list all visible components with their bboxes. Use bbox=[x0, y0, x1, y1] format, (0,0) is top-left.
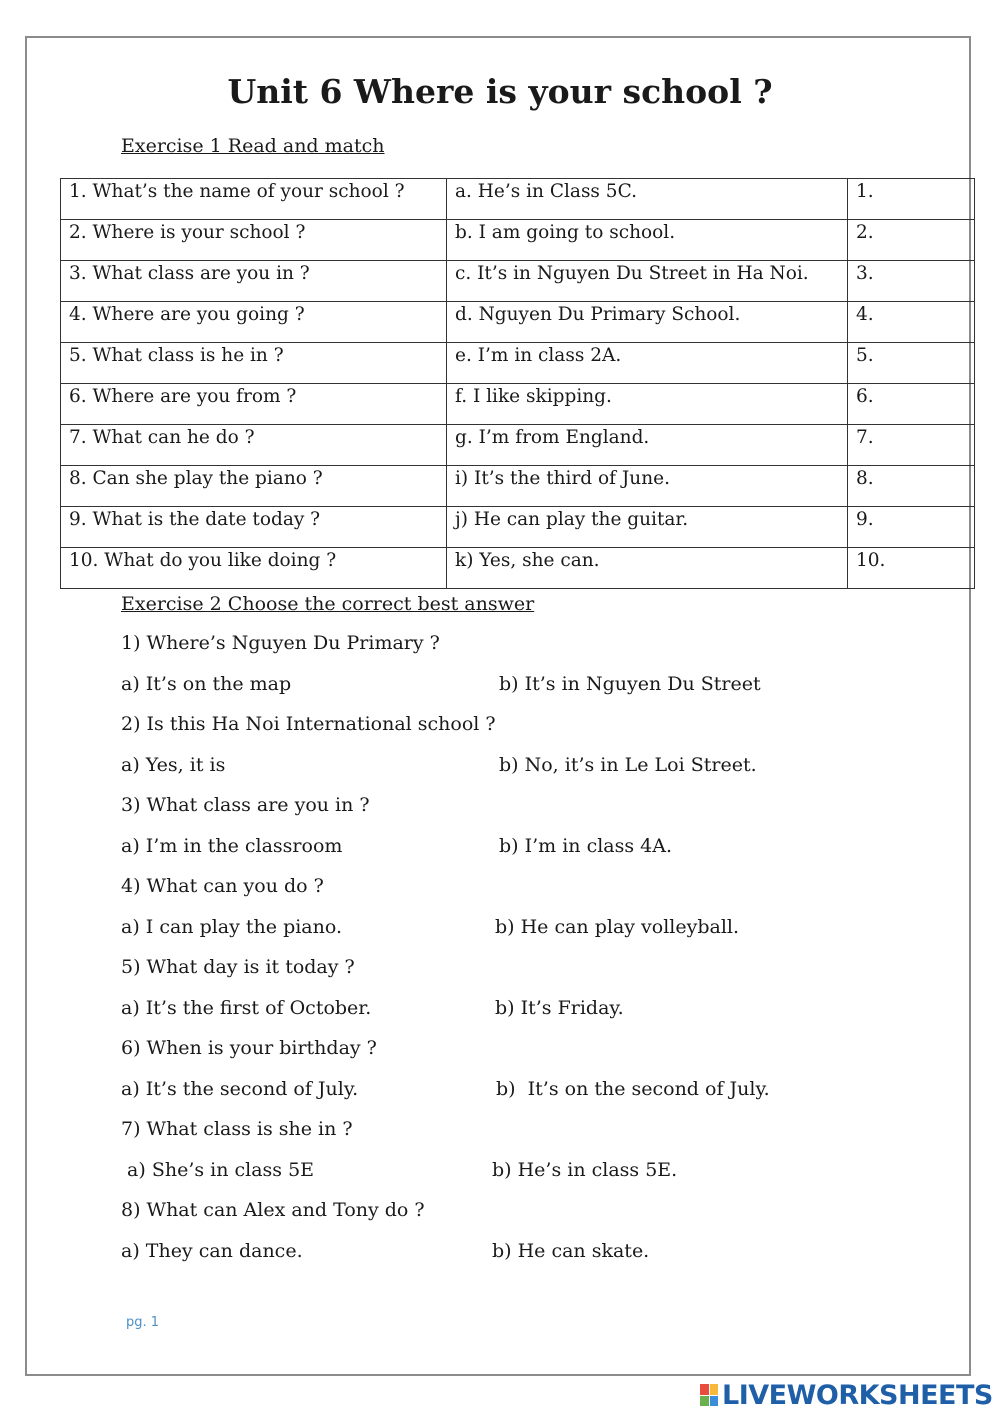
answer-options bbox=[0, 915, 1000, 939]
option-a[interactable]: a) I can play the piano. bbox=[121, 916, 343, 938]
answer-options bbox=[0, 834, 1000, 858]
match-number-cell[interactable]: 7. bbox=[848, 425, 975, 466]
answer-options bbox=[0, 753, 1000, 777]
match-question-cell: 1. What’s the name of your school ? bbox=[61, 179, 447, 220]
question-4: 4) What can you do ? bbox=[121, 875, 324, 897]
answer-options bbox=[0, 1077, 1000, 1101]
option-a[interactable]: a) It’s the first of October. bbox=[121, 997, 372, 1019]
match-number-cell[interactable]: 9. bbox=[848, 507, 975, 548]
match-answer-cell: i) It’s the third of June. bbox=[447, 466, 848, 507]
answer-options bbox=[0, 1239, 1000, 1263]
table-row bbox=[61, 302, 975, 343]
match-answer-cell: c. It’s in Nguyen Du Street in Ha Noi. bbox=[447, 261, 848, 302]
question-5: 5) What day is it today ? bbox=[121, 956, 355, 978]
option-b[interactable]: b) I’m in class 4A. bbox=[499, 835, 673, 857]
question-7: 7) What class is she in ? bbox=[121, 1118, 353, 1140]
match-question-cell: 7. What can he do ? bbox=[61, 425, 447, 466]
question-1: 1) Where’s Nguyen Du Primary ? bbox=[121, 632, 440, 654]
option-a[interactable]: a) She’s in class 5E bbox=[121, 1159, 315, 1181]
question-8: 8) What can Alex and Tony do ? bbox=[121, 1199, 425, 1221]
table-row bbox=[61, 343, 975, 384]
match-answer-cell: g. I’m from England. bbox=[447, 425, 848, 466]
table-row bbox=[61, 220, 975, 261]
match-question-cell: 5. What class is he in ? bbox=[61, 343, 447, 384]
option-b[interactable]: b) It’s on the second of July. bbox=[496, 1078, 770, 1100]
match-number-cell[interactable]: 8. bbox=[848, 466, 975, 507]
match-question-cell: 10. What do you like doing ? bbox=[61, 548, 447, 589]
exercise1-heading: Exercise 1 Read and match bbox=[121, 135, 385, 157]
match-answer-cell: j) He can play the guitar. bbox=[447, 507, 848, 548]
option-a[interactable]: a) I’m in the classroom bbox=[121, 835, 343, 857]
match-question-cell: 3. What class are you in ? bbox=[61, 261, 447, 302]
table-row bbox=[61, 179, 975, 220]
option-b[interactable]: b) He’s in class 5E. bbox=[492, 1159, 678, 1181]
table-row bbox=[61, 261, 975, 302]
question-2: 2) Is this Ha Noi International school ? bbox=[121, 713, 496, 735]
exercise2-heading: Exercise 2 Choose the correct best answer bbox=[121, 593, 535, 615]
match-answer-cell: d. Nguyen Du Primary School. bbox=[447, 302, 848, 343]
option-b[interactable]: b) No, it’s in Le Loi Street. bbox=[499, 754, 757, 776]
question-3: 3) What class are you in ? bbox=[121, 794, 370, 816]
match-number-cell[interactable]: 6. bbox=[848, 384, 975, 425]
option-a[interactable]: a) It’s on the map bbox=[121, 673, 292, 695]
match-number-cell[interactable]: 10. bbox=[848, 548, 975, 589]
match-number-cell[interactable]: 1. bbox=[848, 179, 975, 220]
logo-icon bbox=[700, 1384, 718, 1406]
option-a[interactable]: a) They can dance. bbox=[121, 1240, 303, 1262]
question-6: 6) When is your birthday ? bbox=[121, 1037, 377, 1059]
table-row bbox=[61, 548, 975, 589]
liveworksheets-logo[interactable] bbox=[700, 1380, 993, 1410]
answer-options bbox=[0, 672, 1000, 696]
answer-options bbox=[0, 996, 1000, 1020]
logo-text: LIVEWORKSHEETS bbox=[722, 1379, 993, 1411]
table-row bbox=[61, 507, 975, 548]
page-title: Unit 6 Where is your school ? bbox=[227, 72, 773, 111]
answer-options bbox=[0, 1158, 1000, 1182]
match-table bbox=[60, 178, 975, 589]
match-answer-cell: f. I like skipping. bbox=[447, 384, 848, 425]
match-number-cell[interactable]: 4. bbox=[848, 302, 975, 343]
match-question-cell: 9. What is the date today ? bbox=[61, 507, 447, 548]
match-answer-cell: k) Yes, she can. bbox=[447, 548, 848, 589]
match-number-cell[interactable]: 2. bbox=[848, 220, 975, 261]
match-number-cell[interactable]: 5. bbox=[848, 343, 975, 384]
match-answer-cell: a. He’s in Class 5C. bbox=[447, 179, 848, 220]
page-number: pg. 1 bbox=[126, 1315, 160, 1330]
option-a[interactable]: a) It’s the second of July. bbox=[121, 1078, 359, 1100]
match-question-cell: 4. Where are you going ? bbox=[61, 302, 447, 343]
option-b[interactable]: b) It’s Friday. bbox=[495, 997, 624, 1019]
option-b[interactable]: b) He can play volleyball. bbox=[495, 916, 740, 938]
match-number-cell[interactable]: 3. bbox=[848, 261, 975, 302]
option-a[interactable]: a) Yes, it is bbox=[121, 754, 226, 776]
match-question-cell: 6. Where are you from ? bbox=[61, 384, 447, 425]
option-b[interactable]: b) He can skate. bbox=[492, 1240, 650, 1262]
match-question-cell: 8. Can she play the piano ? bbox=[61, 466, 447, 507]
match-answer-cell: e. I’m in class 2A. bbox=[447, 343, 848, 384]
table-row bbox=[61, 466, 975, 507]
match-question-cell: 2. Where is your school ? bbox=[61, 220, 447, 261]
option-b[interactable]: b) It’s in Nguyen Du Street bbox=[499, 673, 761, 695]
table-row bbox=[61, 384, 975, 425]
match-answer-cell: b. I am going to school. bbox=[447, 220, 848, 261]
table-row bbox=[61, 425, 975, 466]
